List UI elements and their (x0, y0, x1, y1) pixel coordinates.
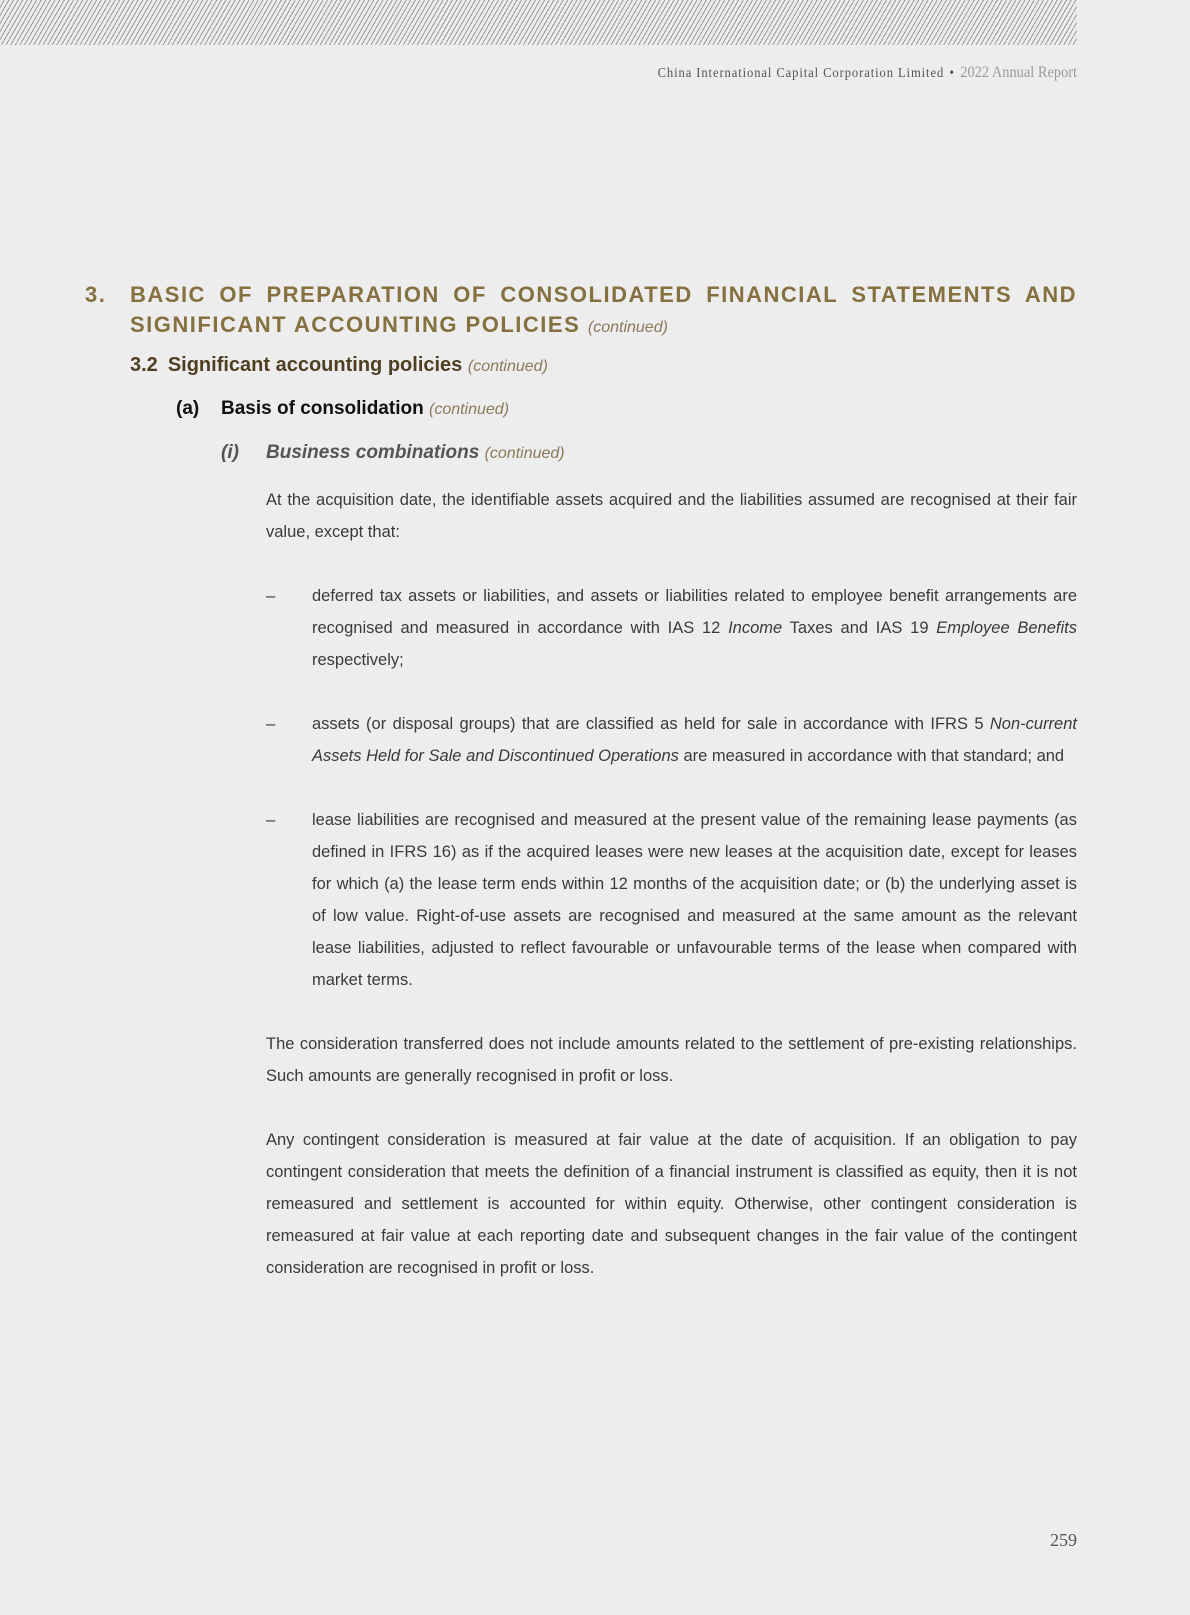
bullet-item (266, 708, 1077, 772)
continued-label: (continued) (467, 358, 548, 375)
continued-label: (continued) (587, 319, 668, 336)
subsection-heading (130, 354, 548, 377)
section-number: 3. (85, 282, 107, 307)
bullet-italic: Income (728, 619, 783, 637)
bullet-text: lease liabilities are recognised and measured at the present value of the remaining lease payments (as defined in IFRS 16) as if the acquired leases were new leases at the acquisition date, except for leases for which (a) the lease term ends within 12 months of the acquisition date; or (b) the underlying asset is of low value. Right-of-use assets are recognised and measured at the same amount as the relevant lease liabilities, adjusted to reflect favourable or unfavourable terms of the lease when compared with market terms. (312, 811, 1077, 989)
item-heading (221, 442, 565, 464)
running-header (658, 64, 1077, 82)
continued-label: (continued) (484, 445, 565, 462)
paragraph: The consideration transferred does not include amounts related to the settlement of pre-existing relationships. Such amounts are generally recognised in profit or loss. (266, 1035, 1077, 1085)
item-number: (i) (221, 442, 239, 463)
report-title: 2022 Annual Report (960, 64, 1077, 81)
continued-label: (continued) (428, 401, 510, 418)
intro-paragraph: At the acquisition date, the identifiable assets acquired and the liabilities assumed are recognised at their fair value, except that: (266, 491, 1077, 541)
bullet-text: assets (or disposal groups) that are classified as held for sale in accordance with IFRS 5 (312, 715, 990, 733)
bullet-text: respectively; (312, 651, 404, 669)
bullet-italic: Non-current Assets Held for Sale and Discontinued Operations (312, 715, 1077, 765)
paragraph: Any contingent consideration is measured at fair value at the date of acquisition. If an obligation to pay contingent consideration that meets the definition of a financial instrument is classified as equity, then it is not remeasured and settlement is accounted for within equity. Otherwise, other contingent consideration is remeasured at fair value at each reporting date and subsequent changes in the fair value of the contingent consideration are recognised in profit or loss. (266, 1131, 1077, 1277)
bullet-item (266, 804, 1077, 996)
item-title: Business combinations (266, 442, 480, 463)
subsubsection-title: Basis of consolidation (221, 398, 424, 419)
decorative-hatch-band (0, 0, 1077, 45)
dash-marker: – (266, 715, 276, 733)
bullet-text: deferred tax assets or liabilities, and assets or liabilities related to employee benefit arrangements are recognised and measured in accordance with IAS 12 (312, 587, 1077, 637)
bullet-text: Taxes and IAS 19 (782, 619, 937, 637)
dash-marker: – (266, 811, 276, 829)
subsection-number: 3.2 (130, 354, 158, 376)
bullet-item (266, 580, 1077, 676)
bullet-italic: Employee Benefits (936, 619, 1077, 637)
section-title: BASIC OF PREPARATION OF CONSOLIDATED FINANCIAL STATEMENTS AND SIGNIFICANT ACCOUNTING POLICIES (130, 282, 1077, 337)
subsubsection-number: (a) (176, 398, 200, 419)
bullet-text: are measured in accordance with that standard; and (678, 747, 1065, 765)
separator-dot: • (949, 66, 955, 81)
page-number: 259 (1050, 1530, 1077, 1550)
subsection-title: Significant accounting policies (167, 354, 463, 376)
subsubsection-heading (176, 398, 509, 420)
dash-marker: – (266, 587, 276, 605)
company-name: China International Capital Corporation Limited (657, 66, 945, 81)
section-heading (85, 280, 1077, 343)
